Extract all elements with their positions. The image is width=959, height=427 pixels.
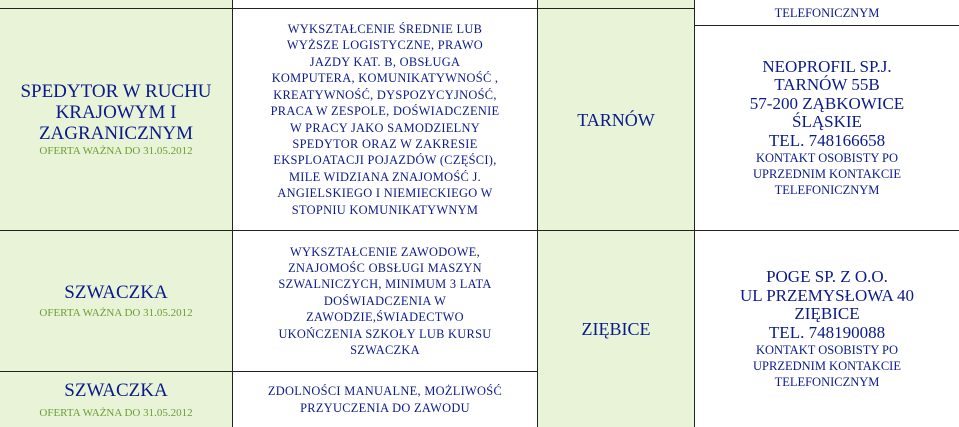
requirements-line: KREATYWNOŚĆ, DYSPOZYCYJNOŚĆ, xyxy=(273,87,497,102)
row-divider xyxy=(0,371,537,372)
city-cell xyxy=(538,9,694,230)
requirements-line: SZWACZKA xyxy=(350,343,420,358)
contact-note: TELEFONICZNYM xyxy=(774,183,880,198)
top-strip-contact xyxy=(695,0,959,25)
employer-address: UL PRZEMYSŁOWA 40 xyxy=(739,285,915,305)
requirements-cell xyxy=(233,372,537,427)
contact-cell xyxy=(695,26,959,230)
requirements-line: PRZYUCZENIA DO ZAWODU xyxy=(300,400,470,415)
contact-note: UPRZEDNIM KONTAKCIE xyxy=(753,167,901,182)
requirements-line: STOPNIU KOMUNIKATYWNYM xyxy=(291,202,479,217)
employer-address: 57-200 ZĄBKOWICE xyxy=(749,93,905,113)
requirements-line: EKSPLOATACJI POJAZDÓW (CZĘŚCI), xyxy=(273,153,497,168)
employer-address: TARNÓW 55B xyxy=(774,75,880,95)
offer-title-cell xyxy=(0,9,232,230)
requirements-line: JAZDY KAT. B, OBSŁUGA xyxy=(309,54,461,69)
top-contact-continuation: TELEFONICZNYM xyxy=(774,5,880,20)
offer-validity: OFERTA WAŻNA DO 31.05.2012 xyxy=(39,307,193,319)
job-title-line: ZAGRANICZNYM xyxy=(38,123,194,144)
employer-address: ŚLĄSKIE xyxy=(792,112,862,132)
column-divider xyxy=(694,0,695,427)
contact-note: UPRZEDNIM KONTAKCIE xyxy=(753,359,901,373)
row-divider xyxy=(695,25,959,26)
contact-note: TELEFONICZNYM xyxy=(774,375,880,389)
requirements-line: UKOŃCZENIA SZKOŁY LUB KURSU xyxy=(278,326,492,341)
job-title xyxy=(20,81,211,144)
row-divider xyxy=(0,8,694,9)
contact-cell xyxy=(695,231,959,427)
column-divider xyxy=(232,0,233,427)
job-title: SZWACZKA xyxy=(64,282,168,303)
offer-title-cell xyxy=(0,231,232,371)
top-strip-title xyxy=(0,0,232,8)
requirements-line: ZDOLNOŚCI MANUALNE, MOŻLIWOŚĆ xyxy=(267,384,503,399)
contact-note: KONTAKT OSOBISTY PO xyxy=(755,343,899,357)
requirements-line: DOŚWIADCZENIA W xyxy=(323,293,447,308)
requirements-line: W PRACY JAKO SAMODZIELNY xyxy=(290,120,480,135)
city-cell xyxy=(538,231,694,427)
top-strip-city xyxy=(538,0,694,8)
row-divider xyxy=(0,230,959,231)
offer-validity: OFERTA WAŻNA DO 31.05.2012 xyxy=(39,145,193,157)
requirements-line: ANGIELSKIEGO I NIEMIECKIEGO W xyxy=(277,186,493,201)
job-title-line: SPEDYTOR W RUCHU xyxy=(20,81,212,102)
employer-address: ZIĘBICE xyxy=(794,304,860,323)
requirements-line: SPEDYTOR ORAZ W ZAKRESIE xyxy=(292,136,478,151)
requirements-line: ZAWODZIE,ŚWIADECTWO xyxy=(306,310,464,325)
requirements-line: ZNAJOMOŚC OBSŁUGI MASZYN xyxy=(288,260,482,275)
employer-name: NEOPROFIL SP.J. xyxy=(762,56,892,76)
employer-phone: TEL. 748166658 xyxy=(768,130,886,150)
requirements-line: WYKSZTAŁCENIE ZAWODOWE, xyxy=(289,244,481,259)
requirements-line: WYKSZTAŁCENIE ŚREDNIE LUB xyxy=(287,22,483,37)
requirements-line: KOMPUTERA, KOMUNIKATYWNOŚĆ , xyxy=(271,71,499,86)
city-name: ZIĘBICE xyxy=(581,319,651,339)
offer-validity: OFERTA WAŻNA DO 31.05.2012 xyxy=(39,406,193,419)
contact-note: KONTAKT OSOBISTY PO xyxy=(755,151,899,166)
column-divider xyxy=(537,0,538,427)
job-title-line: KRAJOWYM I xyxy=(55,102,177,123)
employer-name: POGE SP. Z O.O. xyxy=(766,267,888,286)
employer-phone: TEL. 748190088 xyxy=(768,322,886,342)
job-title: SZWACZKA xyxy=(64,379,168,401)
requirements-line: MILE WIDZIANA ZNAJOMOŚĆ J. xyxy=(288,169,482,184)
requirements-cell xyxy=(233,9,537,230)
requirements-line: SZWALNICZYCH, MINIMUM 3 LATA xyxy=(278,277,492,292)
top-strip-requirements xyxy=(233,0,537,8)
city-name: TARNÓW xyxy=(577,109,655,130)
requirements-line: PRACA W ZESPOLE, DOŚWIADCZENIE xyxy=(270,104,500,119)
requirements-cell xyxy=(233,231,537,371)
offer-title-cell xyxy=(0,372,232,427)
requirements-line: WYŻSZE LOGISTYCZNE, PRAWO xyxy=(286,38,484,53)
